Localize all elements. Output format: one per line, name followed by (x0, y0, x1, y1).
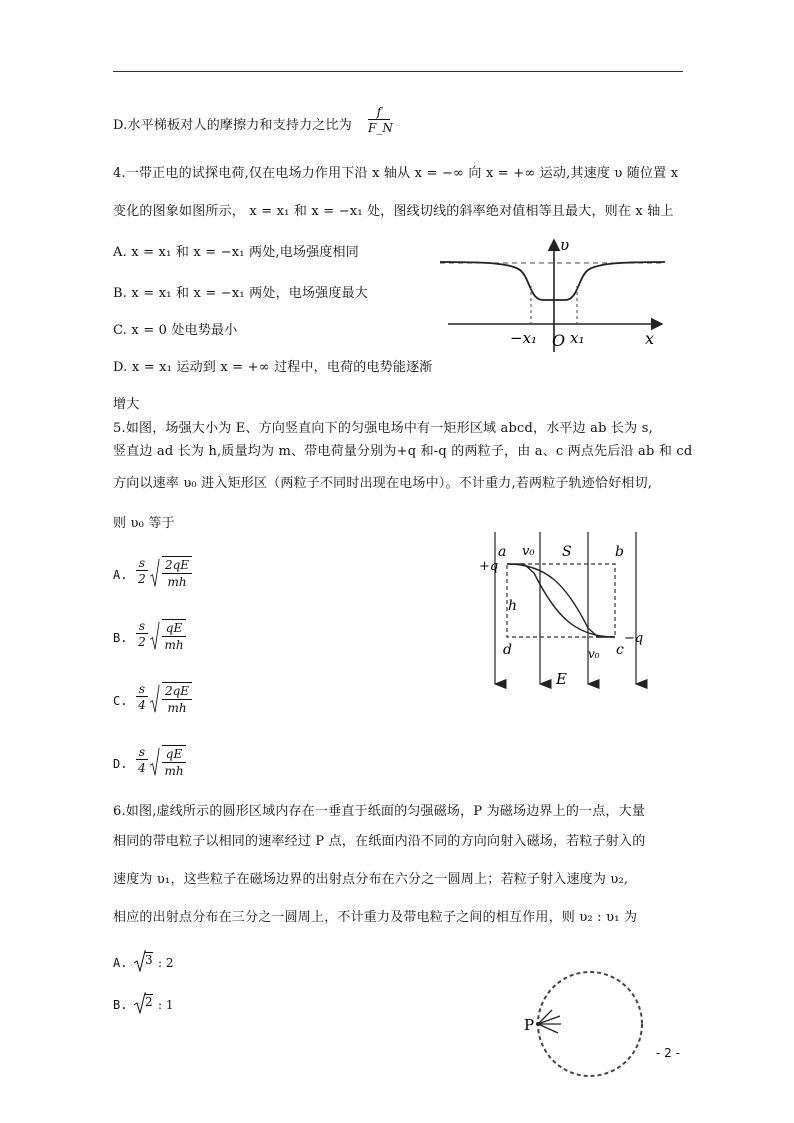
label-p: P (524, 1016, 535, 1034)
q5-option-b-sqrt (150, 619, 190, 655)
q5-option-b-label: B. (113, 631, 128, 645)
q4-option-c: C. x = 0 处电势最小 (113, 323, 238, 338)
q4-stem-line1: 4.一带正电的试探电荷,仅在电场力作用下沿 x 轴从 x = −∞ 向 x = +∞ 运动,其速度 υ 随位置 x (113, 166, 679, 181)
q6-stem-line2: 相同的带电粒子以相同的速率经过 P 点，在纸面内沿不同的方向向射入磁场，若粒子射入的 (113, 834, 646, 849)
q6-b-ratio: : 1 (158, 998, 174, 1012)
q4-neg-x1-label: −x₁ (510, 329, 538, 347)
q5-option-c-label: C. (113, 694, 128, 708)
q4-stem-line2: 变化的图象如图所示， x = x₁ 和 x = −x₁ 处，图线切线的斜率绝对值相等且最大，则在 x 轴上 (113, 204, 674, 219)
q4-option-a: A. x = x₁ 和 x = −x₁ 两处,电场强度相同 (113, 245, 359, 260)
label-h: h (508, 598, 518, 614)
q5-a-rad-num: 2qE (164, 558, 190, 572)
q5-c-frac-den: 4 (136, 696, 148, 712)
q6-a-ratio: : 2 (158, 956, 174, 970)
q5-b-frac-den: 2 (136, 633, 148, 649)
q5-option-d-sqrt (150, 745, 190, 781)
q5-option-d-label: D. (113, 757, 128, 771)
q6-option-b-label: B. (113, 998, 128, 1012)
q6-b-radicand: 2 (145, 995, 153, 1009)
q6-a-radicand: 3 (145, 953, 153, 967)
q4-x1-label: x₁ (570, 329, 585, 347)
label-E: E (556, 670, 567, 688)
q4-x-label: x (645, 329, 655, 348)
label-c: c (616, 642, 624, 658)
q5-c-rad-den: mh (162, 699, 192, 716)
radical-sign-icon (150, 556, 160, 590)
radical-sign-icon (150, 682, 160, 716)
q3-option-d-fraction (368, 105, 393, 135)
label-s: S (562, 544, 572, 560)
q4-option-d-wrap: 增大 (113, 397, 140, 412)
page-number: - 2 - (656, 1046, 680, 1060)
q3-frac-num: f (376, 105, 382, 119)
q3-option-d: D.水平梯板对人的摩擦力和支持力之比为 (113, 118, 352, 133)
label-a: a (498, 544, 507, 560)
q5-stem-line2: 竖直边 ad 长为 h,质量均为 m、带电荷量分别为+q 和-q 的两粒子，由 a、c 两点先后沿 ab 和 cd (113, 444, 693, 459)
label-b: b (615, 544, 624, 560)
q4-v-label: υ (560, 236, 570, 254)
q4-velocity-graph (440, 236, 670, 356)
q5-stem-line3: 方向以速率 υ₀ 进入矩形区（两粒子不同时出现在电场中）。不计重力,若两粒子轨迹恰好相切, (113, 476, 653, 491)
velocity-arrow (538, 1024, 558, 1033)
trajectory-negative (524, 564, 615, 637)
label-plus-q: +q (479, 559, 499, 574)
q4-option-b: B. x = x₁ 和 x = −x₁ 两处，电场强度最大 (113, 286, 368, 301)
label-d: d (503, 642, 512, 658)
q5-a-frac-num: s (138, 556, 146, 570)
q5-option-c-frac (136, 682, 148, 712)
radical-sign-icon (150, 745, 160, 779)
q6-option-a-label: A. (113, 956, 128, 970)
q4-velocity-curve (440, 262, 665, 300)
q5-option-c-sqrt (150, 682, 194, 718)
q5-stem-line4: 则 υ₀ 等于 (113, 516, 175, 531)
q4-option-d: D. x = x₁ 运动到 x = +∞ 过程中，电荷的电势能逐渐 (113, 360, 433, 375)
q5-d-rad-num: qE (165, 747, 183, 761)
q5-option-a-label: A. (113, 568, 128, 582)
q6-magnetic-field-figure (520, 960, 650, 1090)
q5-c-frac-num: s (138, 682, 146, 696)
q5-stem-line1: 5.如图，场强大小为 E、方向竖直向下的匀强电场中有一矩形区域 abcd，水平边 ab 长为 s, (113, 421, 653, 436)
q5-field-figure (476, 524, 666, 694)
q6-stem-line3: 速度为 υ₁，这些粒子在磁场边界的出射点分布在六分之一圆周上；若粒子射入速度为 υ₂, (113, 872, 629, 887)
trajectory-positive (507, 564, 598, 637)
radical-sign-icon (150, 619, 160, 653)
q5-d-frac-num: s (138, 745, 146, 759)
label-v0-bottom: v₀ (588, 647, 600, 661)
q5-d-frac-den: 4 (136, 759, 148, 775)
label-v0-top: v₀ (522, 544, 535, 559)
label-minus-q: −q (624, 631, 644, 646)
q6-stem-line4: 相应的出射点分布在三分之一圆周上，不计重力及带电粒子之间的相互作用，则 υ₂ : υ₁ 为 (113, 910, 638, 925)
q5-option-b-frac (136, 619, 148, 649)
q5-a-frac-den: 2 (136, 570, 148, 586)
header-rule (113, 71, 683, 72)
region-abcd (507, 564, 615, 637)
q3-frac-den: F_N (368, 121, 393, 135)
q6-stem-line1: 6.如图,虚线所示的圆形区域内存在一垂直于纸面的匀强磁场，P 为磁场边界上的一点，大量 (113, 804, 646, 819)
q5-option-a-sqrt (150, 556, 194, 592)
q5-option-a-frac (136, 556, 148, 586)
q5-b-rad-den: mh (162, 636, 186, 653)
q4-origin-label: O (552, 331, 566, 350)
q5-d-rad-den: mh (162, 762, 186, 779)
q5-option-d-frac (136, 745, 148, 775)
q5-b-frac-num: s (138, 619, 146, 633)
q5-a-rad-den: mh (162, 573, 192, 590)
q5-c-rad-num: 2qE (164, 684, 190, 698)
q5-b-rad-num: qE (165, 621, 183, 635)
